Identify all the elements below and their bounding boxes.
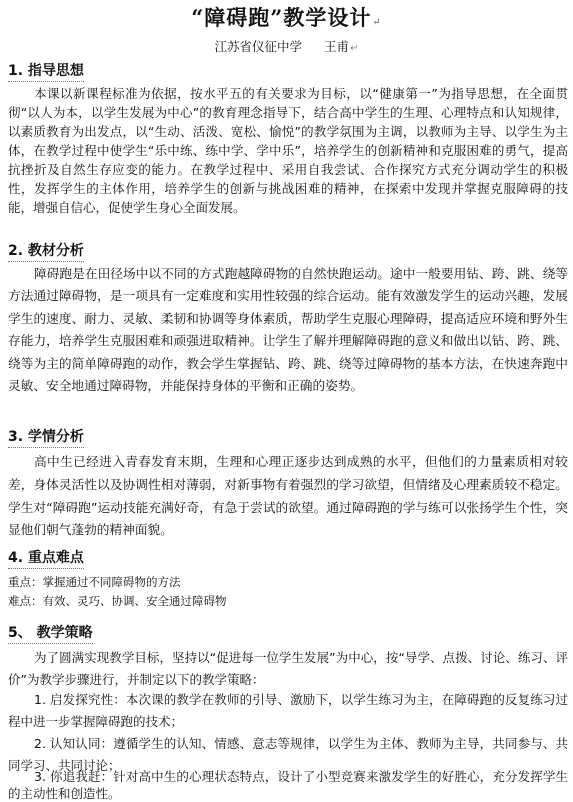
- section-paragraph: 本课以新课程标准为依据，按水平五的有关要求为目标，以“健康第一”为指导思想，在全面贯彻“以人为本，以学生发展为中心”的教育理念指导下，结合高中学生的生理、心理特点和认知规律，以素质教育为出发点，以“生动、活泼、宽松、愉悦”的教学氛围为主调，以教师为主导、以学生为主体，在教学过程中使学生“乐中练、练中学、学中乐”，培养学生的创新精神和克服困难的勇气，提高抗挫折及自然生存应变的能力。在教学过程中、采用自我尝试、合作探究方式充分调动学生的积极性，发挥学生的主体作用，培养学生的创新与挑战困难的精神，在探索中发现并掌握克服障碍的技能，增强自信心，促使学生身心全面发展。: [8, 86, 568, 215]
- paragraph-mark-icon: ↵: [350, 43, 359, 54]
- key-point-line: 重点：掌握通过不同障碍物的方法: [8, 575, 181, 589]
- author-line: [0, 37, 573, 55]
- section-paragraph: 为了圆满实现教学目标，坚持以“促进每一位学生发展”为中心，按“导学、点拨、讨论、练习、评价”为教学步骤进行，并制定以下的教学策略：: [8, 650, 568, 687]
- section-heading: 5、 教学策略: [8, 622, 93, 644]
- strategy-item: 3. 你追我赶：针对高中生的心理状态特点，设计了小型竞赛来激发学生的好胜心，充分发挥学生的主动性和创造性。: [8, 769, 568, 801]
- section-paragraph: 障碍跑是在田径场中以不同的方式跑越障碍物的自然快跑运动。途中一般要用钻、跨、跳、绕等方法通过障碍物，是一项具有一定难度和实用性较强的综合运动。能有效激发学生的运动兴趣，发展学生的速度、耐力、灵敏、柔韧和协调等身体素质，帮助学生克服心理障碍，提高适应环境和野外生存能力，培养学生克服困难和顽强进取精神。让学生了解并理解障碍跑的意义和做出以钻、跨、跳、绕等为主的简单障碍跑的动作，教会学生掌握钻、跨、跳、绕等过障碍物的基本方法，在快速奔跑中灵敏、安全地通过障碍物，并能保持身体的平衡和正确的姿势。: [8, 266, 568, 394]
- author-school: 江苏省仪征中学: [214, 39, 303, 54]
- section-heading: 3. 学情分析: [8, 426, 84, 448]
- strategy-item: 2. 认知认同：遵循学生的认知、情感、意志等规律，以学生为主体、教师为主导，共同参与、共同学习、共同讨论；: [8, 736, 568, 773]
- title-text: “障碍跑”教学设计: [191, 5, 372, 30]
- paragraph-mark-icon: ↵: [372, 17, 382, 28]
- section-heading: 2. 教材分析: [8, 240, 84, 262]
- strategy-item: 1. 启发探究性：本次课的教学在教师的引导、激励下，以学生练习为主，在障碍跑的反复练习过程中进一步掌握障碍跑的技术；: [8, 692, 568, 729]
- section-paragraph: 高中生已经进入青春发育末期，生理和心理正逐步达到成熟的水平，但他们的力量素质相对较差，身体灵活性以及协调性相对薄弱，对新事物有着强烈的学习欲望，但情绪及心理素质较不稳定。学生对“障碍跑”运动技能充满好奇，有急于尝试的欲望。通过障碍跑的学与练可以张扬学生个性，突显他们朝气蓬勃的精神面貌。: [8, 454, 568, 538]
- author-name: 王甫: [324, 39, 350, 54]
- document-title: [0, 2, 573, 32]
- section-heading: 4. 重点难点: [8, 547, 84, 569]
- difficulty-line: 难点：有效、灵巧、协调、安全通过障碍物: [8, 594, 227, 608]
- section-heading: 1. 指导思想: [8, 60, 84, 82]
